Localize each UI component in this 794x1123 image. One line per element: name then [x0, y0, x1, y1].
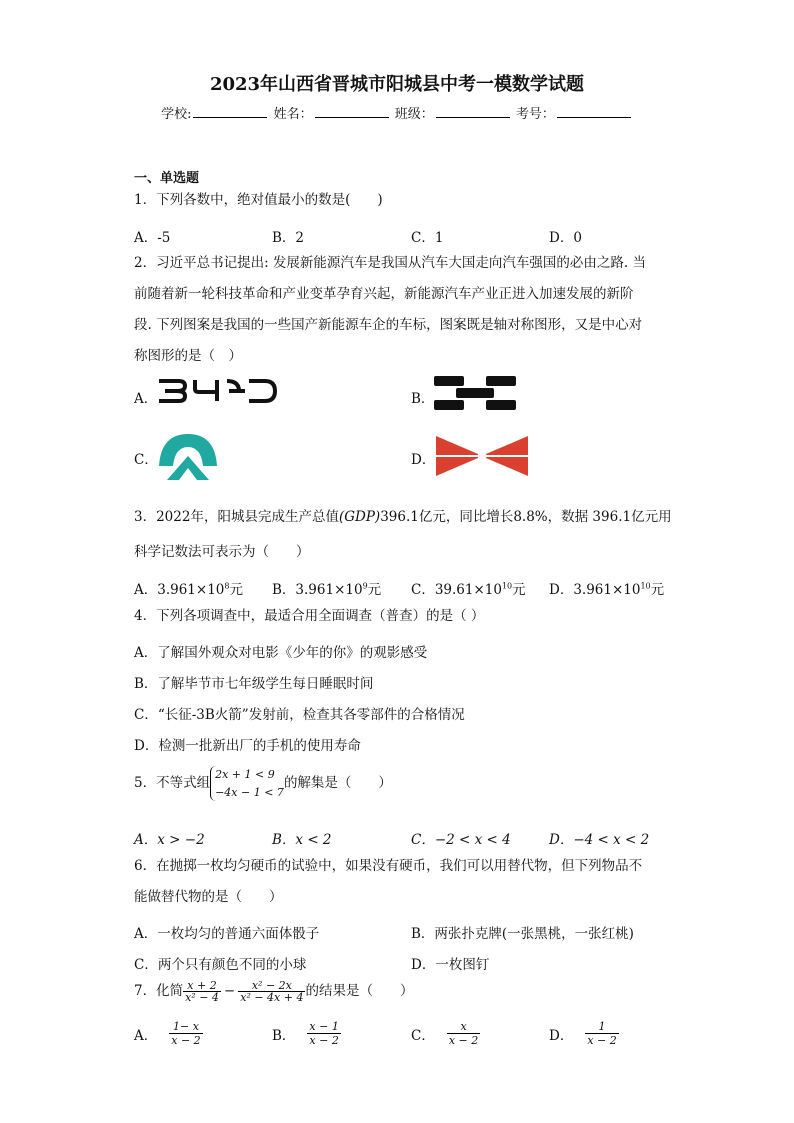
- q5-stem-a: 5．不等式组: [134, 774, 211, 791]
- q1-option-a[interactable]: A．-5: [134, 230, 171, 246]
- q6-option-d[interactable]: D．一枚图钉: [411, 957, 490, 973]
- q7-option-b[interactable]: [272, 1020, 341, 1047]
- q3-option-a[interactable]: [134, 578, 243, 598]
- q3-c-exp: 10: [501, 581, 513, 591]
- q5-stem: [134, 766, 392, 801]
- q1-option-c[interactable]: C．1: [411, 230, 444, 246]
- q2-line-3: 段. 下列图案是我国的一些国产新能源车企的车标，图案既是轴对称图形，又是中心对: [134, 317, 643, 333]
- q2-option-a[interactable]: A．: [134, 391, 158, 407]
- q7-a-denominator: x − 2: [171, 1034, 201, 1047]
- q7-b-fraction: [307, 1020, 340, 1047]
- name-blank[interactable]: [315, 105, 389, 118]
- section-heading: 一、单选题: [134, 171, 200, 186]
- q7-c-denominator: x − 2: [448, 1034, 479, 1047]
- q7-option-a[interactable]: [134, 1020, 203, 1047]
- q1-stem: 1．下列各数中，绝对值最小的数是( ): [134, 192, 383, 208]
- q6-option-b[interactable]: B．两张扑克牌(一张黑桃，一张红桃): [411, 926, 634, 942]
- q7-b-numerator: x − 1: [309, 1020, 339, 1033]
- q2-option-d[interactable]: D．: [411, 452, 436, 468]
- exam-no-label: 考号：: [515, 107, 555, 122]
- q4-option-d[interactable]: D．检测一批新出厂的手机的使用寿命: [134, 738, 361, 754]
- q7-stem-a: 7．化简: [134, 982, 184, 999]
- q1-option-d[interactable]: D．0: [549, 230, 582, 246]
- q3-b-unit: 元: [367, 582, 382, 598]
- q7-stem-b: 的结果是（ ）: [305, 982, 414, 999]
- gdp-term: (GDP): [338, 509, 381, 525]
- hiphi-logo-icon: [434, 376, 516, 410]
- q7-minus: −: [223, 982, 236, 999]
- q7-c-label: C．: [411, 1027, 435, 1044]
- q3-option-d[interactable]: [549, 578, 664, 598]
- nio-logo-icon: [157, 430, 219, 486]
- q7-option-d[interactable]: [549, 1020, 619, 1047]
- q7-stem: [134, 980, 413, 1003]
- q5-option-a[interactable]: A．x > −2: [134, 832, 205, 848]
- inequality-system: [210, 766, 284, 801]
- byd-logo-icon: [157, 378, 279, 404]
- q7-fraction-1: [183, 980, 221, 1003]
- q4-stem: 4．下列各项调查中，最适合用全面调查（普查）的是（ ）: [134, 608, 485, 624]
- q6-line-2: 能做替代物的是（ ）: [134, 889, 283, 905]
- name-label: 姓名：: [273, 107, 313, 122]
- q3-a-exp: 8: [224, 581, 230, 591]
- q3-c-unit: 元: [512, 582, 526, 598]
- school-label: 学校:: [161, 107, 192, 122]
- q7-option-c[interactable]: [411, 1020, 480, 1047]
- q7-d-label: D．: [549, 1027, 574, 1044]
- q3-c-base: C．39.61×10: [411, 582, 502, 598]
- q7-a-fraction: [169, 1020, 202, 1047]
- q7-f2-numerator: x² − 2x: [238, 980, 305, 992]
- student-info-line: [0, 103, 794, 122]
- q5-option-c[interactable]: C．−2 < x < 4: [411, 832, 511, 848]
- q3-d-unit: 元: [650, 582, 665, 598]
- q5-stem-b: 的解集是（ ）: [283, 774, 392, 791]
- q7-d-denominator: x − 2: [587, 1034, 617, 1047]
- q7-d-fraction: [585, 1020, 618, 1047]
- q2-option-c[interactable]: C．: [134, 452, 158, 468]
- q2-line-4: 称图形的是（ ）: [134, 348, 242, 364]
- q3-option-c[interactable]: [411, 578, 526, 598]
- q2-option-b[interactable]: B．: [411, 391, 435, 407]
- q3-line-1: [134, 511, 672, 525]
- q3-option-b[interactable]: [272, 578, 381, 598]
- exam-title: 2023年山西省晋城市阳城县中考一模数学试题: [209, 74, 585, 95]
- q2-line-1: 2．习近平总书记提出: 发展新能源汽车是我国从汽车大国走向汽车强国的必由之路. 当: [134, 255, 647, 271]
- q7-c-numerator: x: [447, 1020, 480, 1034]
- q3-line-1a: 3．2022年，阳城县完成生产总值: [134, 509, 339, 525]
- class-label: 班级：: [394, 107, 434, 122]
- x-logo-icon: [436, 434, 528, 478]
- q5-option-d[interactable]: D．−4 < x < 2: [549, 832, 650, 848]
- q7-fraction-2: [238, 980, 305, 1003]
- q3-b-exp: 9: [362, 581, 368, 591]
- exam-no-blank[interactable]: [557, 105, 631, 118]
- q1-option-b[interactable]: B．2: [272, 230, 305, 246]
- q2-line-2: 前随着新一轮科技革命和产业变革孕育兴起，新能源汽车产业正进入加速发展的新阶: [134, 286, 634, 302]
- inequality-1: 2x + 1 < 9: [215, 768, 275, 781]
- q6-line-1: 6．在抛掷一枚均匀硬币的试验中，如果没有硬币，我们可以用替代物，但下列物品不: [134, 858, 643, 874]
- q3-line-1b: 396.1亿元，同比增长8.8%，数据 396.1亿元用: [380, 509, 672, 525]
- q6-option-c[interactable]: C．两个只有颜色不同的小球: [134, 957, 307, 973]
- q7-b-label: B．: [272, 1027, 296, 1044]
- q7-a-numerator: 1− x: [169, 1020, 202, 1034]
- q7-c-fraction: [447, 1020, 480, 1047]
- school-blank[interactable]: [193, 105, 267, 118]
- class-blank[interactable]: [436, 105, 510, 118]
- q3-a-unit: 元: [229, 582, 243, 598]
- q7-d-numerator: 1: [585, 1020, 618, 1034]
- q3-a-base: A．3.961×10: [134, 582, 225, 598]
- q3-b-base: B．3.961×10: [272, 582, 363, 598]
- q3-d-base: D．3.961×10: [549, 582, 641, 598]
- inequality-2: −4x − 1 < 7: [215, 785, 284, 799]
- q7-f1-numerator: x + 2: [183, 980, 221, 992]
- q6-option-a[interactable]: A．一枚均匀的普通六面体骰子: [134, 926, 320, 942]
- q3-d-exp: 10: [640, 581, 651, 591]
- q3-line-2: 科学记数法可表示为（ ）: [134, 544, 310, 560]
- q7-f2-denominator: x² − 4x + 4: [240, 991, 304, 1004]
- q7-b-denominator: x − 2: [309, 1034, 339, 1047]
- q4-option-a[interactable]: A．了解国外观众对电影《少年的你》的观影感受: [134, 645, 428, 661]
- q4-option-c[interactable]: C．“长征-3B火箭”发射前，检查其各零部件的合格情况: [134, 707, 465, 723]
- q4-option-b[interactable]: B．了解毕节市七年级学生每日睡眠时间: [134, 676, 374, 692]
- q7-f1-denominator: x² − 4: [185, 991, 219, 1004]
- q5-option-b[interactable]: B．x < 2: [272, 832, 332, 848]
- q7-a-label: A．: [134, 1027, 158, 1044]
